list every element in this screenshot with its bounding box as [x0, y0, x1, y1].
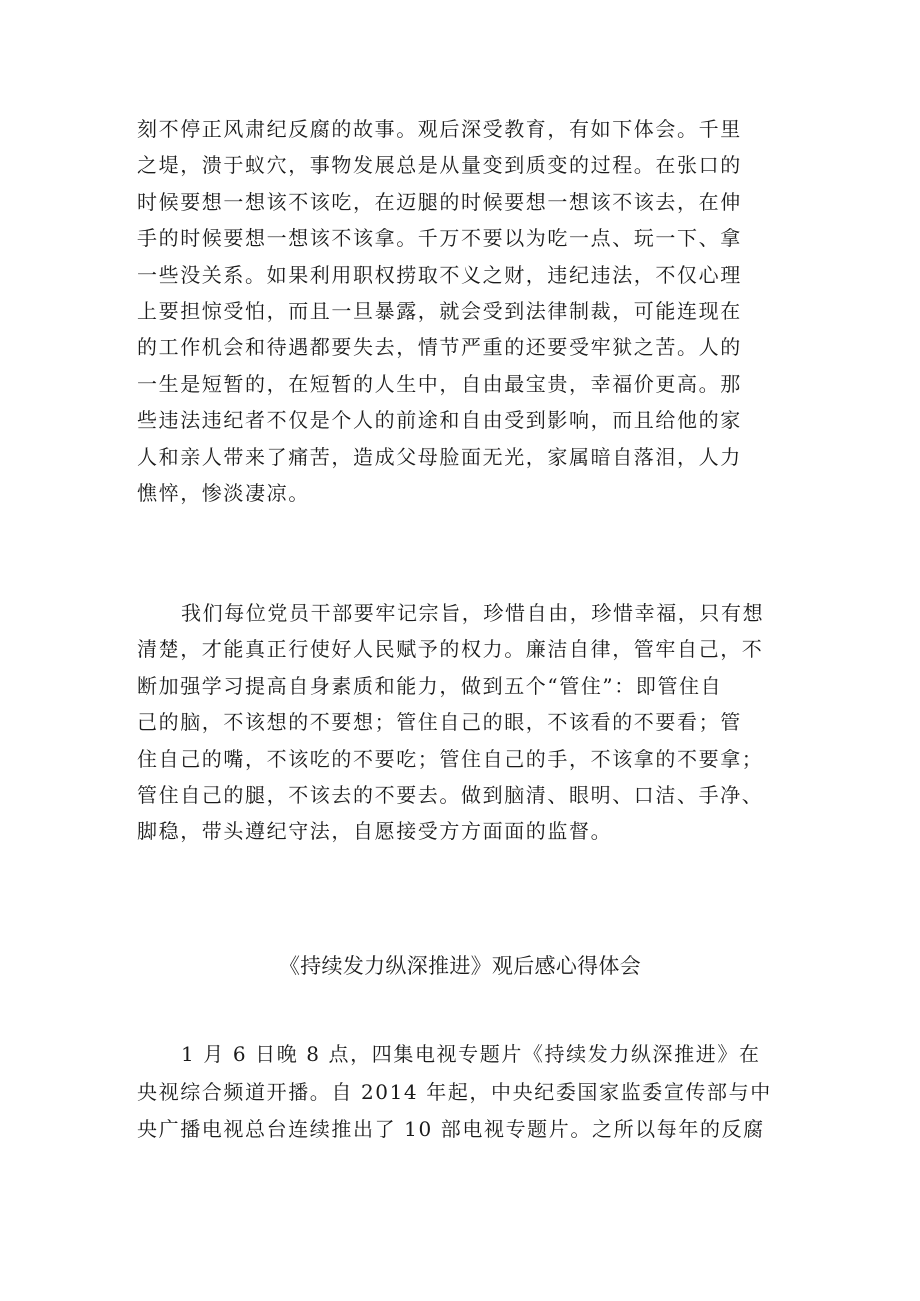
paragraph-line: 我们每位党员干部要牢记宗旨，珍惜自由，珍惜幸福，只有想 [181, 601, 765, 625]
paragraph-3 [137, 1036, 793, 1149]
paragraph-line: 的工作机会和待遇都要失去，情节严重的还要受牢狱之苦。人的 [137, 335, 742, 360]
paragraph-line: 清楚，才能真正行使好人民赋予的权力。廉洁自律，管牢自己，不 [137, 637, 764, 662]
paragraph-line: 一生是短暂的，在短暂的人生中，自由最宝贵，幸福价更高。那 [137, 371, 742, 396]
paragraph-line: 人和亲人带来了痛苦，造成父母脸面无光，家属暗自落泪，人力 [137, 444, 742, 469]
paragraph-line: 己的脑，不该想的不要想；管住自己的眼，不该看的不要看；管 [137, 710, 742, 735]
paragraph-line: 些违法违纪者不仅是个人的前途和自由受到影响，而且给他的家 [137, 408, 742, 433]
paragraph-line: 住自己的嘴，不该吃的不要吃；管住自己的手，不该拿的不要拿； [137, 746, 764, 771]
paragraph-line: 一些没关系。如果利用职权捞取不义之财，违纪违法，不仅心理 [137, 262, 742, 287]
paragraph-line: 管住自己的腿，不该去的不要去。做到脑清、眼明、口洁、手净、 [137, 782, 764, 807]
paragraph-2 [137, 595, 793, 850]
paragraph-line: 之堤，溃于蚁穴，事物发展总是从量变到质变的过程。在张口的 [137, 153, 742, 178]
paragraph-line: 上要担惊受怕，而且一旦暴露，就会受到法律制裁，可能连现在 [137, 298, 742, 323]
paragraph-line: 时候要想一想该不该吃，在迈腿的时候要想一想该不该去，在伸 [137, 189, 742, 214]
paragraph-line: 央视综合频道开播。自 2014 年起，中央纪委国家监委宣传部与中 [137, 1079, 772, 1104]
paragraph-line: 断加强学习提高自身素质和能力，做到五个“管住”：即管住自 [137, 673, 723, 698]
paragraph-line: 手的时候要想一想该不该拿。千万不要以为吃一点、玩一下、拿 [137, 226, 742, 251]
paragraph-line: 憔悴，惨淡凄凉。 [137, 480, 310, 505]
paragraph-1 [137, 111, 793, 511]
paragraph-line: 刻不停正风肃纪反腐的故事。观后深受教育，有如下体会。千里 [137, 117, 742, 141]
section-heading: 《持续发力纵深推进》观后感心得体会 [278, 954, 642, 978]
paragraph-line: 脚稳，带头遵纪守法，自愿接受方方面面的监督。 [137, 819, 613, 844]
paragraph-line: 1 月 6 日晚 8 点，四集电视专题片《持续发力纵深推进》在 [181, 1042, 761, 1066]
paragraph-line: 央广播电视总台连续推出了 10 部电视专题片。之所以每年的反腐 [137, 1117, 765, 1141]
